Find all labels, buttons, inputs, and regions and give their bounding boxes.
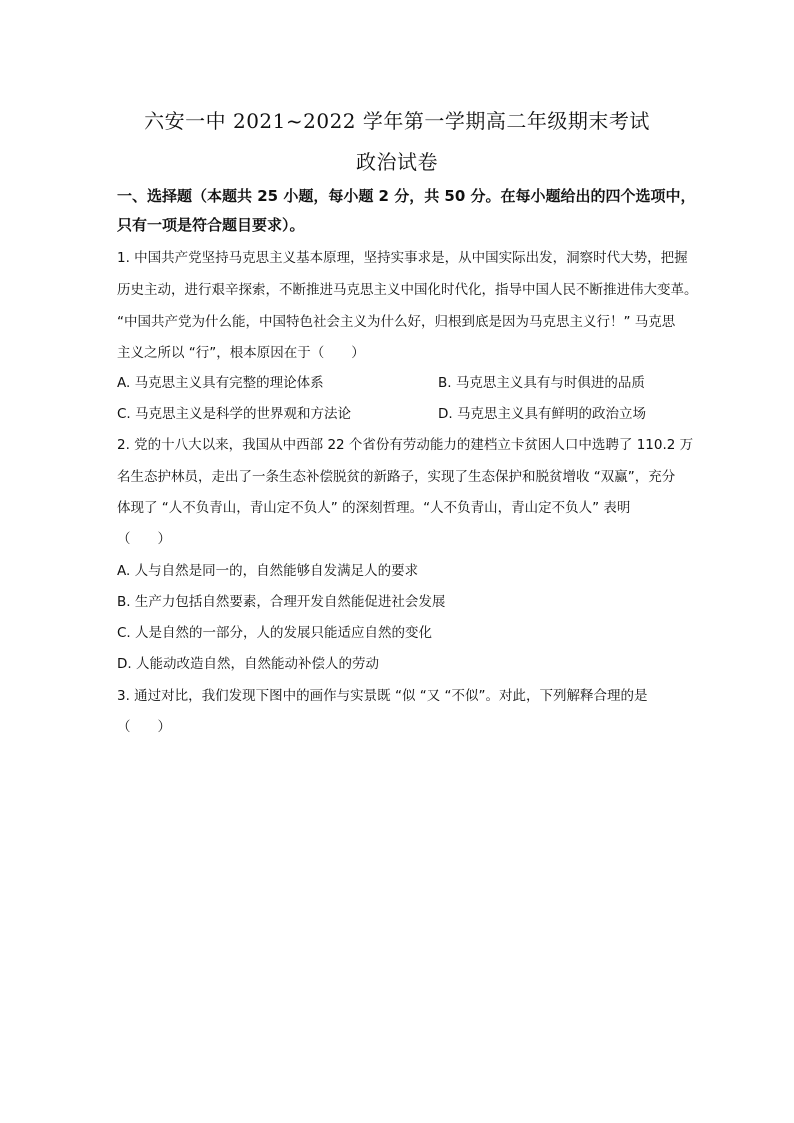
q2-stem-line-3: 体现了 “人不负青山，青山定不负人” 的深刻哲理。“人不负青山，青山定不负人” 表明 bbox=[117, 500, 631, 516]
q1-option-b: B. 马克思主义具有与时俱进的品质 bbox=[438, 375, 645, 391]
q2-stem-line-1: 2. 党的十八大以来，我国从中西部 22 个省份有劳动能力的建档立卡贫困人口中选聘了 110.2 万 bbox=[117, 437, 694, 453]
q1-stem-line-4: 主义之所以 “行”，根本原因在于（ ） bbox=[117, 345, 365, 361]
q1-stem-line-2: 历史主动，进行艰辛探索，不断推进马克思主义中国化时代化，指导中国人民不断推进伟大变革。 bbox=[117, 282, 698, 298]
q1-stem-line-1: 1. 中国共产党坚持马克思主义基本原理，坚持实事求是，从中国实际出发，洞察时代大势，把握 bbox=[117, 250, 688, 266]
q1-stem-line-3: “中国共产党为什么能，中国特色社会主义为什么好，归根到底是因为马克思主义行！” 马克思 bbox=[117, 314, 676, 330]
q2-stem-line-4: （ ） bbox=[117, 531, 171, 547]
q1-option-c: C. 马克思主义是科学的世界观和方法论 bbox=[117, 406, 352, 422]
q3-stem-line-2: （ ） bbox=[117, 719, 171, 735]
exam-title: 六安一中 2021~2022 学年第一学期高二年级期末考试 bbox=[144, 109, 650, 133]
q2-option-b: B. 生产力包括自然要素，合理开发自然能促进社会发展 bbox=[117, 594, 446, 610]
q1-option-d: D. 马克思主义具有鲜明的政治立场 bbox=[438, 406, 646, 422]
q3-stem-line-1: 3. 通过对比，我们发现下图中的画作与实景既 “似 “又 “不似”。对此，下列解释合理的是 bbox=[117, 688, 648, 704]
q2-option-c: C. 人是自然的一部分，人的发展只能适应自然的变化 bbox=[117, 625, 433, 641]
q1-option-a: A. 马克思主义具有完整的理论体系 bbox=[117, 375, 324, 391]
section-heading-line-2: 只有一项是符合题目要求）。 bbox=[117, 216, 305, 234]
q2-option-d: D. 人能动改造自然，自然能动补偿人的劳动 bbox=[117, 656, 379, 672]
q2-stem-line-2: 名生态护林员，走出了一条生态补偿脱贫的新路子，实现了生态保护和脱贫增收 “双赢”，充分 bbox=[117, 469, 676, 485]
q2-option-a: A. 人与自然是同一的，自然能够自发满足人的要求 bbox=[117, 563, 419, 579]
exam-subtitle: 政治试卷 bbox=[356, 150, 438, 174]
section-heading-line-1: 一、选择题（本题共 25 小题，每小题 2 分，共 50 分。在每小题给出的四个选项中， bbox=[117, 187, 696, 205]
